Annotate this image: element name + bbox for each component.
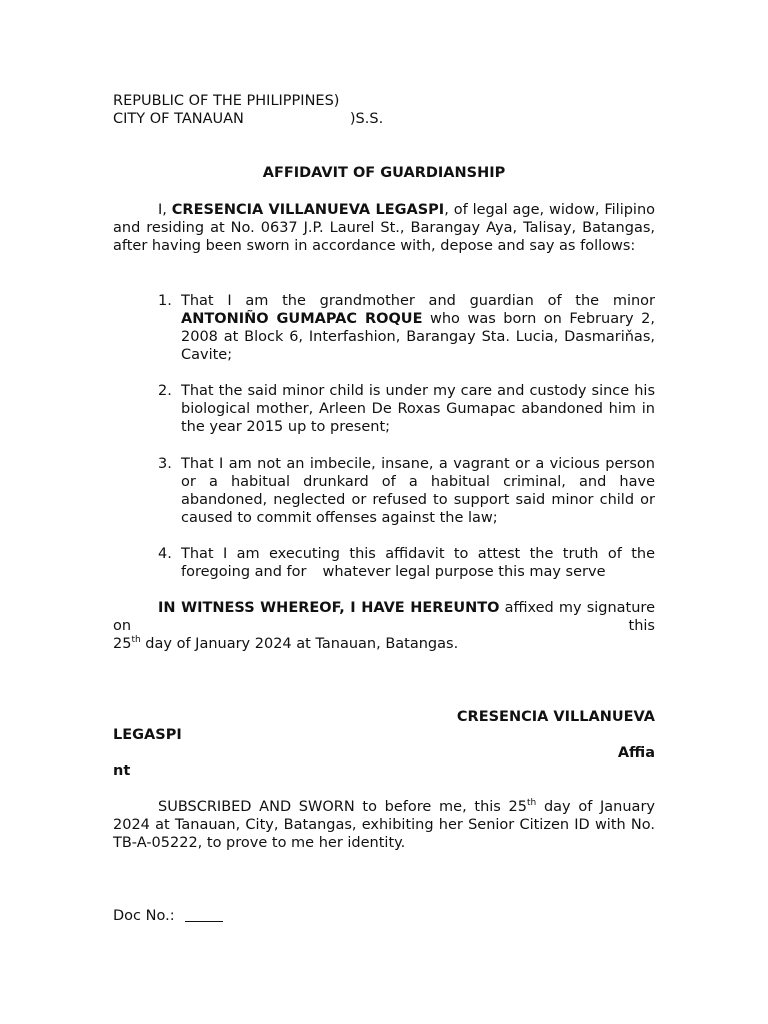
item-4-line-2 (181, 563, 655, 581)
signature-name-line-2 (113, 726, 655, 744)
item-number: 3. (158, 456, 172, 472)
intro-paragraph (113, 201, 655, 255)
jurat-text-b: day of January 2024 at Tanauan, City, Batangas, exhibiting her Senior Citizen ID with No. TB-A-05222, to prove to me her identity. (113, 799, 655, 851)
intro-prefix: I, (158, 202, 172, 218)
venue-line-city (113, 110, 655, 128)
jurat-day-suffix: th (527, 798, 537, 808)
doc-number (113, 907, 655, 925)
document-title (113, 164, 655, 182)
item-text (181, 545, 655, 581)
witness-day: 25 (113, 636, 132, 652)
item-1-text-a: That I am the grandmother and guardian of the minor (181, 293, 655, 309)
affiant-name: CRESENCIA VILLANUEVA LEGASPI (171, 202, 445, 218)
doc-number-blank (185, 907, 223, 922)
title-text: AFFIDAVIT OF GUARDIANSHIP (262, 165, 506, 181)
jurat-text-a: SUBSCRIBED AND SWORN to before me, this 25 (158, 799, 528, 815)
list-item (158, 455, 655, 527)
list-item (158, 382, 655, 436)
witness-paragraph (113, 599, 655, 653)
witness-date-text: day of January 2024 at Tanauan, Batangas. (140, 636, 459, 652)
venue-city: CITY OF TANAUAN (113, 111, 244, 127)
list-item (158, 545, 655, 581)
witness-line-1 (113, 599, 655, 635)
venue-line-republic: REPUBLIC OF THE PHILIPPINES) (113, 93, 340, 109)
witness-text: affixed my signature on this (113, 600, 655, 634)
signature-name-part-2: LEGASPI (113, 727, 182, 743)
doc-number-label: Doc No.: (113, 908, 175, 924)
item-1-text-b: who was born on February 2, 2008 at Block 6, Interfashion, Barangay Sta. Lucia, Dasmariňas, Cavite; (181, 311, 655, 363)
item-4-text-a: foregoing and for (181, 564, 307, 580)
item-number: 1. (158, 293, 172, 309)
venue-header (113, 92, 655, 128)
signature-role-line-1 (113, 744, 655, 762)
item-text: That the said minor child is under my care and custody since his biological mother, Arleen De Roxas Gumapac abandoned him in the year 2015 up to present; (181, 383, 655, 435)
item-4-text-b: whatever legal purpose this may serve (322, 564, 606, 580)
item-text: That I am not an imbecile, insane, a vagrant or a vicious person or a habitual drunkard of a habitual criminal, and have abandoned, neglected or refused to support said minor child or caused to commit offenses against the law; (181, 456, 655, 526)
venue-ss: )S.S. (349, 111, 384, 127)
minor-name: ANTONIÑO GUMAPAC ROQUE (181, 311, 423, 327)
intro-text: , of legal age, widow, Filipino and residing at No. 0637 J.P. Laurel St., Barangay Aya, Talisay, Batangas, after having been sworn in accordance with, depose and say as follows: (113, 202, 656, 254)
witness-date-line (113, 635, 655, 653)
signature-role-part-2: nt (113, 763, 131, 779)
jurat-paragraph (113, 798, 655, 852)
item-number: 2. (158, 383, 172, 399)
witness-bold: IN WITNESS WHEREOF, I HAVE HEREUNTO (158, 600, 500, 616)
signature-name-part-1: CRESENCIA VILLANUEVA (456, 709, 655, 725)
witness-day-suffix: th (131, 635, 141, 645)
signature-block (113, 708, 655, 780)
item-text (181, 292, 655, 364)
item-number: 4. (158, 546, 172, 562)
list-item (158, 292, 655, 364)
signature-role-part-1: Affia (617, 745, 655, 761)
signature-name-line-1 (113, 708, 655, 726)
item-4-line-1: That I am executing this affidavit to attest the truth of the (181, 546, 655, 562)
signature-role-line-2 (113, 762, 655, 780)
